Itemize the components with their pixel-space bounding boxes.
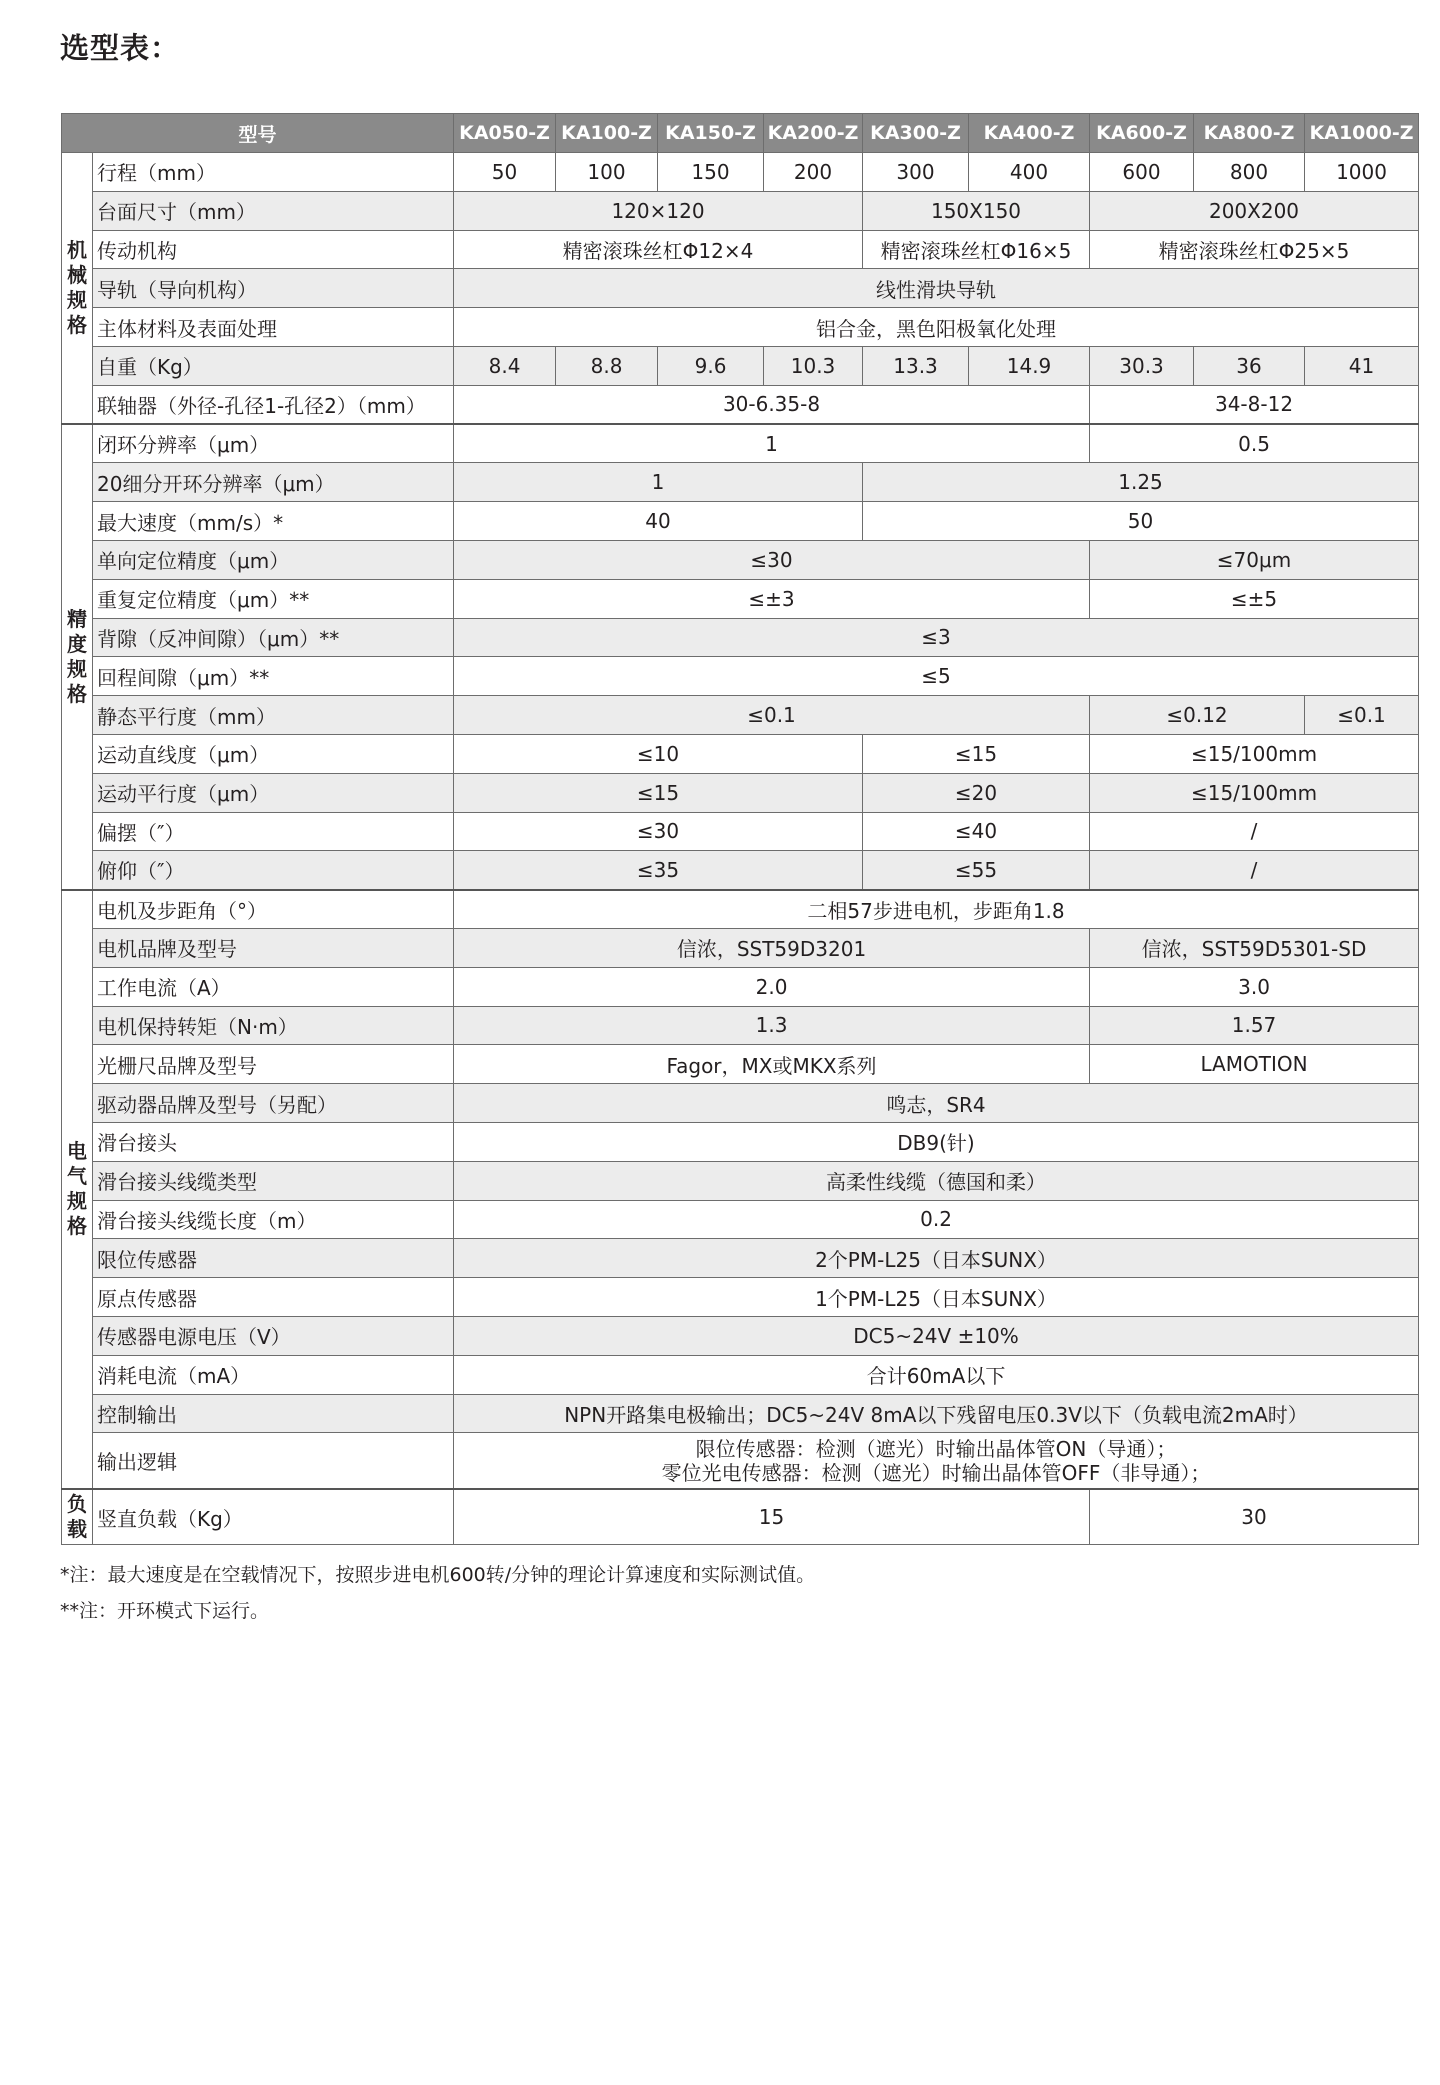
value-cell: NPN开路集电极输出；DC5~24V 8mA以下残留电压0.3V以下（负载电流2mA时） xyxy=(454,1394,1419,1433)
value-cell: ≤30 xyxy=(454,812,863,851)
table-row xyxy=(62,1278,1419,1317)
table-row xyxy=(62,346,1419,385)
footnote: *注：最大速度是在空载情况下，按照步进电机600转/分钟的理论计算速度和实际测试值。 xyxy=(60,1564,816,1586)
value-cell: 34-8-12 xyxy=(1090,385,1419,424)
table-row xyxy=(62,890,1419,929)
param-label: 偏摆（″） xyxy=(93,812,454,851)
value-cell: 30.3 xyxy=(1090,346,1194,385)
param-label: 消耗电流（mA） xyxy=(93,1355,454,1394)
param-label: 输出逻辑 xyxy=(93,1433,454,1489)
param-label: 背隙（反冲间隙）（μm）** xyxy=(93,618,454,657)
value-cell: 15 xyxy=(454,1489,1090,1545)
value-cell: 精密滚珠丝杠Φ12×4 xyxy=(454,230,863,269)
param-label: 运动直线度（μm） xyxy=(93,734,454,773)
value-cell: 800 xyxy=(1194,153,1305,192)
param-label: 重复定位精度（μm）** xyxy=(93,579,454,618)
param-label: 电机品牌及型号 xyxy=(93,928,454,967)
table-row xyxy=(62,1084,1419,1123)
table-row xyxy=(62,851,1419,890)
value-cell: ≤40 xyxy=(863,812,1090,851)
table-row xyxy=(62,153,1419,192)
value-cell: 1个PM-L25（日本SUNX） xyxy=(454,1278,1419,1317)
table-row xyxy=(62,967,1419,1006)
table-row xyxy=(62,230,1419,269)
value-cell: DC5~24V ±10% xyxy=(454,1316,1419,1355)
value-cell: 信浓，SST59D5301-SD xyxy=(1090,928,1419,967)
value-cell: / xyxy=(1090,851,1419,890)
param-label: 驱动器品牌及型号（另配） xyxy=(93,1084,454,1123)
value-cell: ≤15/100mm xyxy=(1090,734,1419,773)
param-label: 原点传感器 xyxy=(93,1278,454,1317)
table-row xyxy=(62,502,1419,541)
value-cell: 1.3 xyxy=(454,1006,1090,1045)
value-cell: 50 xyxy=(454,153,556,192)
param-label: 滑台接头线缆类型 xyxy=(93,1161,454,1200)
value-cell: / xyxy=(1090,812,1419,851)
value-cell: 400 xyxy=(969,153,1090,192)
value-cell: 线性滑块导轨 xyxy=(454,269,1419,308)
value-cell: 1000 xyxy=(1305,153,1419,192)
output-logic-line: 零位光电传感器：检测（遮光）时输出晶体管OFF（非导通）； xyxy=(661,1460,1211,1485)
param-label: 台面尺寸（mm） xyxy=(93,191,454,230)
param-label: 导轨（导向机构） xyxy=(93,269,454,308)
group-label-electrical: 电气规格 xyxy=(62,890,93,1489)
param-label: 控制输出 xyxy=(93,1394,454,1433)
table-row xyxy=(62,812,1419,851)
param-label: 传动机构 xyxy=(93,230,454,269)
value-cell: ≤3 xyxy=(454,618,1419,657)
header-model: KA800-Z xyxy=(1194,114,1305,153)
value-cell: 合计60mA以下 xyxy=(454,1355,1419,1394)
param-label: 主体材料及表面处理 xyxy=(93,308,454,347)
table-row xyxy=(62,1239,1419,1278)
value-cell: ≤55 xyxy=(863,851,1090,890)
header-model: KA100-Z xyxy=(556,114,658,153)
footnote: **注：开环模式下运行。 xyxy=(60,1600,270,1622)
value-cell: ≤0.12 xyxy=(1090,696,1305,735)
value-cell: 1 xyxy=(454,463,863,502)
param-label: 运动平行度（μm） xyxy=(93,773,454,812)
header-model: KA050-Z xyxy=(454,114,556,153)
value-cell: 0.5 xyxy=(1090,424,1419,463)
value-cell: 1.25 xyxy=(863,463,1419,502)
footnotes xyxy=(60,1557,815,1629)
page-title: 选型表： xyxy=(60,31,181,65)
value-cell: ≤±5 xyxy=(1090,579,1419,618)
value-cell: ≤5 xyxy=(454,657,1419,696)
value-cell: ≤30 xyxy=(454,540,1090,579)
value-cell: 14.9 xyxy=(969,346,1090,385)
header-model: KA400-Z xyxy=(969,114,1090,153)
param-label: 限位传感器 xyxy=(93,1239,454,1278)
header-model: KA300-Z xyxy=(863,114,969,153)
value-cell: 150 xyxy=(658,153,764,192)
table-row xyxy=(62,385,1419,424)
value-cell: 30 xyxy=(1090,1489,1419,1545)
table-row xyxy=(62,1394,1419,1433)
value-cell: 13.3 xyxy=(863,346,969,385)
value-cell: 8.8 xyxy=(556,346,658,385)
spec-table xyxy=(61,113,1419,1545)
table-row xyxy=(62,696,1419,735)
table-row xyxy=(62,734,1419,773)
value-cell: ≤±3 xyxy=(454,579,1090,618)
table-row xyxy=(62,269,1419,308)
value-cell: 3.0 xyxy=(1090,967,1419,1006)
value-cell: DB9(针) xyxy=(454,1122,1419,1161)
table-row xyxy=(62,1045,1419,1084)
table-row xyxy=(62,1122,1419,1161)
value-cell: 150X150 xyxy=(863,191,1090,230)
table-row xyxy=(62,308,1419,347)
value-cell: 41 xyxy=(1305,346,1419,385)
value-cell: 精密滚珠丝杠Φ16×5 xyxy=(863,230,1090,269)
value-cell: 高柔性线缆（德国和柔） xyxy=(454,1161,1419,1200)
param-label: 滑台接头 xyxy=(93,1122,454,1161)
value-cell: ≤70μm xyxy=(1090,540,1419,579)
value-cell: 200 xyxy=(764,153,863,192)
param-label: 回程间隙（μm）** xyxy=(93,657,454,696)
header-model: KA1000-Z xyxy=(1305,114,1419,153)
group-label-precision: 精度规格 xyxy=(62,424,93,890)
value-cell: 1 xyxy=(454,424,1090,463)
value-cell: 0.2 xyxy=(454,1200,1419,1239)
param-label: 闭环分辨率（μm） xyxy=(93,424,454,463)
header-model: KA200-Z xyxy=(764,114,863,153)
value-cell: 1.57 xyxy=(1090,1006,1419,1045)
value-cell: 铝合金，黑色阳极氧化处理 xyxy=(454,308,1419,347)
table-row xyxy=(62,1161,1419,1200)
table-row xyxy=(62,1355,1419,1394)
value-cell: ≤35 xyxy=(454,851,863,890)
table-row xyxy=(62,579,1419,618)
table-row xyxy=(62,1316,1419,1355)
header-model: KA600-Z xyxy=(1090,114,1194,153)
value-cell: 300 xyxy=(863,153,969,192)
group-label-mechanical: 机械规格 xyxy=(62,153,93,425)
param-label: 电机及步距角（°） xyxy=(93,890,454,929)
param-label: 工作电流（A） xyxy=(93,967,454,1006)
value-cell: 2.0 xyxy=(454,967,1090,1006)
value-cell: 10.3 xyxy=(764,346,863,385)
value-cell: 9.6 xyxy=(658,346,764,385)
value-cell: LAMOTION xyxy=(1090,1045,1419,1084)
param-label: 滑台接头线缆长度（m） xyxy=(93,1200,454,1239)
table-row xyxy=(62,618,1419,657)
param-label: 竖直负载（Kg） xyxy=(93,1489,454,1545)
value-cell: Fagor，MX或MKX系列 xyxy=(454,1045,1090,1084)
header-model: KA150-Z xyxy=(658,114,764,153)
value-cell: 120×120 xyxy=(454,191,863,230)
value-cell xyxy=(454,1433,1419,1489)
param-label: 电机保持转矩（N·m） xyxy=(93,1006,454,1045)
table-row xyxy=(62,1433,1419,1489)
param-label: 俯仰（″） xyxy=(93,851,454,890)
param-label: 联轴器（外径-孔径1-孔径2）（mm） xyxy=(93,385,454,424)
header-model-label: 型号 xyxy=(62,114,454,153)
value-cell: 30-6.35-8 xyxy=(454,385,1090,424)
param-label: 行程（mm） xyxy=(93,153,454,192)
param-label: 20细分开环分辨率（μm） xyxy=(93,463,454,502)
value-cell: 鸣志，SR4 xyxy=(454,1084,1419,1123)
table-row xyxy=(62,540,1419,579)
value-cell: ≤0.1 xyxy=(454,696,1090,735)
output-logic-line: 限位传感器：检测（遮光）时输出晶体管ON（导通）； xyxy=(695,1436,1177,1461)
value-cell: 36 xyxy=(1194,346,1305,385)
param-label: 静态平行度（mm） xyxy=(93,696,454,735)
value-cell: 100 xyxy=(556,153,658,192)
table-row xyxy=(62,191,1419,230)
value-cell: ≤20 xyxy=(863,773,1090,812)
value-cell: 二相57步进电机，步距角1.8 xyxy=(454,890,1419,929)
value-cell: ≤10 xyxy=(454,734,863,773)
value-cell: 精密滚珠丝杠Φ25×5 xyxy=(1090,230,1419,269)
table-row xyxy=(62,1200,1419,1239)
table-row xyxy=(62,928,1419,967)
value-cell: ≤15/100mm xyxy=(1090,773,1419,812)
table-row xyxy=(62,1006,1419,1045)
param-label: 单向定位精度（μm） xyxy=(93,540,454,579)
value-cell: 8.4 xyxy=(454,346,556,385)
value-cell: 600 xyxy=(1090,153,1194,192)
table-row xyxy=(62,1489,1419,1545)
value-cell: 2个PM-L25（日本SUNX） xyxy=(454,1239,1419,1278)
value-cell: 40 xyxy=(454,502,863,541)
table-header-row xyxy=(62,114,1419,153)
table-row xyxy=(62,657,1419,696)
value-cell: 信浓，SST59D3201 xyxy=(454,928,1090,967)
param-label: 光栅尺品牌及型号 xyxy=(93,1045,454,1084)
value-cell: 200X200 xyxy=(1090,191,1419,230)
table-row xyxy=(62,773,1419,812)
param-label: 自重（Kg） xyxy=(93,346,454,385)
table-row xyxy=(62,424,1419,463)
value-cell: 50 xyxy=(863,502,1419,541)
value-cell: ≤0.1 xyxy=(1305,696,1419,735)
table-row xyxy=(62,463,1419,502)
value-cell: ≤15 xyxy=(863,734,1090,773)
param-label: 传感器电源电压（V） xyxy=(93,1316,454,1355)
param-label: 最大速度（mm/s）* xyxy=(93,502,454,541)
group-label-load: 负载 xyxy=(62,1489,93,1545)
value-cell: ≤15 xyxy=(454,773,863,812)
